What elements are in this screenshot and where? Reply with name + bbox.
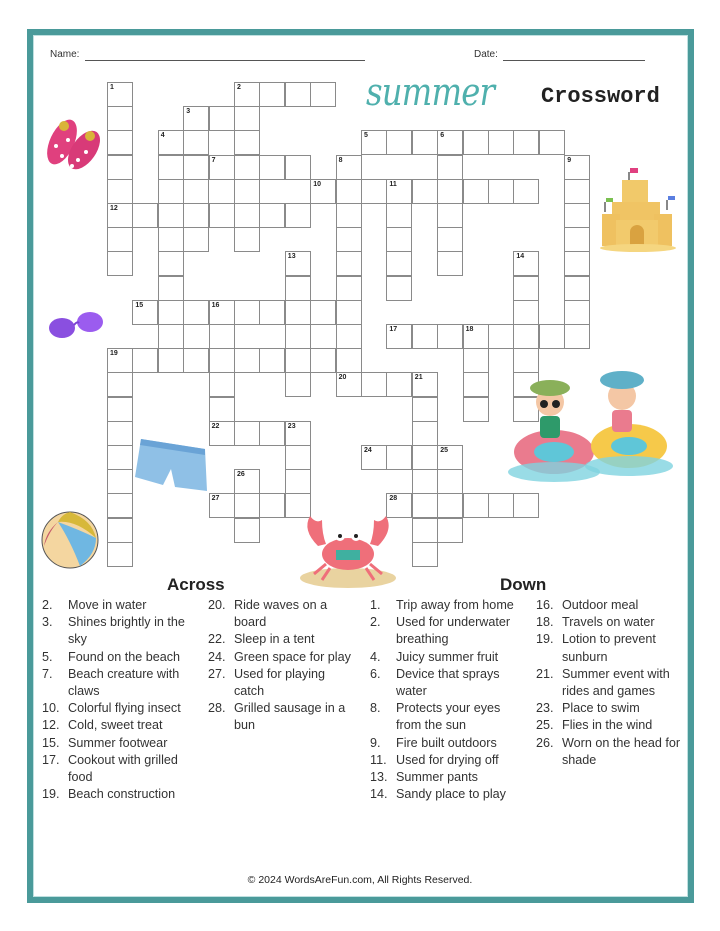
clue-item — [370, 700, 528, 734]
beach-ball-icon — [40, 510, 100, 570]
grid-cell[interactable] — [463, 348, 489, 373]
clue-item — [536, 614, 682, 631]
clue-number: 3. — [42, 615, 53, 630]
clue-number: 24 — [364, 447, 372, 454]
grid-cell[interactable] — [183, 130, 209, 155]
date-field[interactable] — [503, 60, 645, 61]
grid-cell[interactable] — [209, 300, 235, 325]
grid-cell[interactable] — [513, 276, 539, 301]
grid-cell[interactable] — [386, 203, 412, 228]
grid-cell[interactable] — [107, 155, 133, 180]
grid-cell[interactable] — [564, 276, 590, 301]
clue-item — [370, 649, 528, 666]
grid-cell[interactable] — [361, 130, 387, 155]
clue-number: 11 — [389, 180, 397, 188]
clue-number: 9 — [567, 156, 572, 164]
grid-cell[interactable] — [336, 276, 362, 301]
clue-number: 23. — [536, 701, 554, 716]
clue-number: 13 — [287, 253, 296, 261]
grid-cell[interactable] — [259, 348, 285, 373]
clue-text: Protects your eyes from the sun — [396, 701, 501, 733]
clue-item — [370, 769, 528, 786]
clue-number: 22 — [211, 422, 220, 430]
grid-cell[interactable] — [158, 179, 184, 204]
grid-cell[interactable] — [386, 324, 412, 349]
grid-cell[interactable] — [107, 372, 133, 397]
grid-cell[interactable] — [234, 469, 260, 494]
clue-text: Used for drying off — [396, 752, 499, 767]
clue-item — [42, 752, 194, 786]
grid-cell[interactable] — [513, 300, 539, 325]
clue-number: 4 — [160, 132, 165, 140]
clue-text: Juicy summer fruit — [396, 649, 499, 664]
grid-cell[interactable] — [158, 155, 184, 180]
clue-text: Cold, sweet treat — [68, 718, 163, 733]
grid-cell[interactable] — [234, 155, 260, 180]
grid-cell[interactable] — [513, 251, 539, 276]
grid-cell[interactable] — [463, 324, 489, 349]
grid-cell[interactable] — [107, 445, 133, 470]
copyright-footer: © 2024 WordsAreFun.com, All Rights Reserved. — [247, 874, 473, 886]
grid-cell[interactable] — [158, 227, 184, 252]
grid-cell[interactable] — [412, 130, 438, 155]
down-clues-col-2 — [536, 597, 682, 769]
grid-cell[interactable] — [285, 324, 311, 349]
clue-text: Move in water — [68, 598, 147, 612]
clue-number: 15. — [42, 735, 60, 750]
date-label: Date: — [474, 49, 498, 60]
grid-cell[interactable] — [107, 227, 133, 252]
clue-number: 2. — [370, 615, 381, 630]
grid-cell[interactable] — [513, 179, 539, 204]
clue-number: 11. — [370, 752, 387, 767]
clue-item — [42, 717, 194, 734]
grid-cell[interactable] — [259, 421, 285, 446]
grid-cell[interactable] — [412, 469, 438, 494]
clue-item — [536, 717, 682, 734]
grid-cell[interactable] — [437, 324, 463, 349]
clue-number: 8. — [370, 701, 381, 716]
clue-text: Lotion to prevent sunburn — [562, 632, 656, 664]
grid-cell[interactable] — [259, 300, 285, 325]
grid-cell[interactable] — [285, 348, 311, 373]
clue-item — [208, 649, 358, 666]
grid-cell[interactable] — [107, 130, 133, 155]
grid-cell[interactable] — [412, 372, 438, 397]
grid-cell[interactable] — [259, 493, 285, 518]
grid-cell[interactable] — [183, 300, 209, 325]
clue-number: 18. — [536, 615, 554, 630]
grid-cell[interactable] — [437, 179, 463, 204]
grid-cell[interactable] — [463, 130, 489, 155]
grid-cell[interactable] — [412, 518, 438, 543]
clue-item — [370, 786, 528, 803]
clue-text: Green space for play — [234, 649, 351, 664]
grid-cell[interactable] — [107, 106, 133, 131]
grid-cell[interactable] — [285, 469, 311, 494]
clue-text: Ride waves on a board — [234, 598, 328, 630]
clue-number: 8 — [338, 156, 343, 164]
clue-number: 6 — [440, 132, 445, 140]
clue-item — [42, 735, 194, 752]
grid-cell[interactable] — [564, 300, 590, 325]
grid-cell[interactable] — [259, 203, 285, 228]
grid-cell[interactable] — [209, 106, 235, 131]
clue-item — [208, 597, 358, 631]
grid-cell[interactable] — [158, 300, 184, 325]
grid-cell[interactable] — [285, 445, 311, 470]
grid-cell[interactable] — [285, 82, 311, 107]
grid-cell[interactable] — [209, 397, 235, 422]
kids-on-floats-icon — [504, 360, 676, 492]
grid-cell[interactable] — [209, 348, 235, 373]
clue-item — [536, 735, 682, 769]
grid-cell[interactable] — [285, 372, 311, 397]
grid-cell[interactable] — [437, 227, 463, 252]
clue-item — [536, 700, 682, 717]
clue-text: Fire built outdoors — [396, 735, 497, 750]
clue-number: 20. — [208, 598, 226, 612]
name-field[interactable] — [85, 60, 365, 61]
grid-cell[interactable] — [437, 251, 463, 276]
clue-number: 7 — [211, 156, 216, 164]
grid-cell[interactable] — [285, 203, 311, 228]
grid-cell[interactable] — [564, 203, 590, 228]
clue-number: 24. — [208, 649, 226, 664]
grid-cell[interactable] — [564, 155, 590, 180]
grid-cell[interactable] — [437, 493, 463, 518]
grid-cell[interactable] — [564, 251, 590, 276]
grid-cell[interactable] — [209, 372, 235, 397]
grid-cell[interactable] — [234, 348, 260, 373]
clue-text: Place to swim — [562, 701, 640, 716]
clue-text: Cookout with grilled food — [68, 752, 178, 785]
grid-cell[interactable] — [285, 300, 311, 325]
grid-cell[interactable] — [107, 82, 133, 107]
clue-number: 4. — [370, 649, 381, 664]
grid-cell[interactable] — [336, 179, 362, 204]
grid-cell[interactable] — [386, 179, 412, 204]
grid-cell[interactable] — [412, 493, 438, 518]
grid-cell[interactable] — [234, 106, 260, 131]
clue-number: 23 — [287, 422, 296, 430]
grid-cell[interactable] — [107, 203, 133, 228]
clue-number: 14. — [370, 787, 388, 802]
clue-item — [536, 666, 682, 700]
clue-item — [536, 597, 682, 614]
clue-text: Trip away from home — [396, 598, 514, 612]
clue-number: 20 — [338, 374, 347, 382]
clue-number: 17 — [389, 326, 398, 333]
clue-number: 1. — [370, 598, 381, 612]
grid-cell[interactable] — [539, 130, 565, 155]
grid-cell[interactable] — [158, 324, 184, 349]
grid-cell[interactable] — [386, 251, 412, 276]
clue-number: 7. — [42, 666, 53, 681]
grid-cell[interactable] — [412, 421, 438, 446]
clue-item — [42, 649, 194, 666]
grid-cell[interactable] — [336, 324, 362, 349]
grid-cell[interactable] — [158, 276, 184, 301]
grid-cell[interactable] — [437, 518, 463, 543]
grid-cell[interactable] — [285, 251, 311, 276]
grid-cell[interactable] — [183, 227, 209, 252]
grid-cell[interactable] — [183, 179, 209, 204]
grid-cell[interactable] — [564, 179, 590, 204]
clue-text: Grilled sausage in a bun — [234, 701, 346, 733]
grid-cell[interactable] — [488, 179, 514, 204]
grid-cell[interactable] — [336, 372, 362, 397]
clue-number: 18 — [465, 326, 474, 333]
grid-cell[interactable] — [539, 324, 565, 349]
clue-number: 1 — [110, 84, 114, 91]
grid-cell[interactable] — [463, 493, 489, 518]
grid-cell[interactable] — [412, 324, 438, 349]
grid-cell[interactable] — [183, 348, 209, 373]
across-clues-col-1 — [42, 597, 194, 803]
grid-cell[interactable] — [234, 421, 260, 446]
grid-cell[interactable] — [513, 324, 539, 349]
clue-number: 5. — [42, 649, 53, 664]
grid-cell[interactable] — [259, 155, 285, 180]
clue-number: 5 — [364, 132, 368, 140]
grid-cell[interactable] — [183, 203, 209, 228]
grid-cell[interactable] — [158, 203, 184, 228]
grid-cell[interactable] — [285, 421, 311, 446]
grid-cell[interactable] — [132, 300, 158, 325]
grid-cell[interactable] — [310, 82, 336, 107]
grid-cell[interactable] — [209, 155, 235, 180]
grid-cell[interactable] — [412, 397, 438, 422]
title-summer: summer — [366, 70, 495, 114]
grid-cell[interactable] — [158, 251, 184, 276]
grid-cell[interactable] — [437, 203, 463, 228]
clue-number: 17. — [42, 752, 60, 767]
grid-cell[interactable] — [463, 372, 489, 397]
grid-cell[interactable] — [234, 300, 260, 325]
clue-text: Shines brightly in the sky — [68, 615, 185, 647]
clue-number: 19 — [110, 350, 118, 358]
clue-item — [370, 614, 528, 648]
clue-text: Summer pants — [396, 770, 478, 785]
clue-number: 10. — [42, 701, 60, 716]
clue-number: 19. — [536, 632, 554, 647]
grid-cell[interactable] — [361, 372, 387, 397]
clue-number: 22. — [208, 632, 226, 647]
grid-cell[interactable] — [310, 179, 336, 204]
grid-cell[interactable] — [107, 469, 133, 494]
down-clues-col-1 — [370, 597, 528, 803]
grid-cell[interactable] — [209, 421, 235, 446]
clue-text: Used for playing catch — [234, 666, 326, 699]
grid-cell[interactable] — [412, 445, 438, 470]
clue-text: Sandy place to play — [396, 787, 506, 802]
clue-text: Found on the beach — [68, 649, 181, 664]
grid-cell[interactable] — [234, 130, 260, 155]
clue-text: Beach construction — [68, 787, 176, 802]
grid-cell[interactable] — [488, 130, 514, 155]
clue-number: 28. — [208, 701, 226, 716]
clue-number: 25 — [440, 447, 448, 454]
grid-cell[interactable] — [183, 155, 209, 180]
clue-item — [42, 666, 194, 700]
clue-text: Summer event with rides and games — [562, 666, 670, 699]
grid-cell[interactable] — [209, 324, 235, 349]
grid-cell[interactable] — [107, 518, 133, 543]
clue-text: Device that sprays water — [396, 666, 500, 699]
clue-item — [42, 597, 194, 614]
clue-number: 16 — [211, 301, 220, 309]
grid-cell[interactable] — [488, 324, 514, 349]
grid-cell[interactable] — [107, 493, 133, 518]
grid-cell[interactable] — [336, 348, 362, 373]
flip-flops-icon — [42, 112, 104, 176]
grid-cell[interactable] — [437, 445, 463, 470]
name-label: Name: — [50, 49, 80, 60]
clue-item — [208, 700, 358, 734]
grid-cell[interactable] — [463, 179, 489, 204]
clue-number: 14 — [516, 253, 525, 261]
grid-cell[interactable] — [564, 324, 590, 349]
grid-cell[interactable] — [285, 276, 311, 301]
clue-number: 19. — [42, 787, 60, 802]
grid-cell[interactable] — [107, 421, 133, 446]
grid-cell[interactable] — [234, 203, 260, 228]
across-heading: Across — [167, 575, 225, 594]
grid-cell[interactable] — [386, 130, 412, 155]
grid-cell[interactable] — [209, 493, 235, 518]
grid-cell[interactable] — [183, 106, 209, 131]
grid-cell[interactable] — [412, 542, 438, 567]
grid-cell[interactable] — [234, 518, 260, 543]
clue-text: Flies in the wind — [562, 718, 653, 733]
grid-cell[interactable] — [107, 397, 133, 422]
grid-cell[interactable] — [234, 82, 260, 107]
grid-cell[interactable] — [336, 227, 362, 252]
grid-cell[interactable] — [107, 348, 133, 373]
clue-number: 12 — [110, 205, 118, 212]
grid-cell[interactable] — [234, 179, 260, 204]
clue-item — [208, 631, 358, 648]
grid-cell[interactable] — [437, 469, 463, 494]
grid-cell[interactable] — [259, 82, 285, 107]
grid-cell[interactable] — [132, 348, 158, 373]
clue-item — [208, 666, 358, 700]
clue-number: 2 — [237, 84, 241, 91]
clue-number: 21. — [536, 666, 554, 681]
grid-cell[interactable] — [158, 348, 184, 373]
clue-text: Used for underwater breathing — [396, 615, 511, 647]
clue-number: 13. — [370, 770, 388, 785]
clue-item — [42, 700, 194, 717]
grid-cell[interactable] — [437, 155, 463, 180]
grid-cell[interactable] — [310, 348, 336, 373]
grid-cell[interactable] — [513, 130, 539, 155]
grid-cell[interactable] — [107, 542, 133, 567]
grid-cell[interactable] — [437, 130, 463, 155]
clue-item — [42, 614, 194, 648]
denim-shorts-icon — [135, 435, 210, 495]
grid-cell[interactable] — [386, 372, 412, 397]
clue-number: 16. — [536, 598, 554, 612]
crab-icon — [292, 510, 404, 590]
sunglasses-icon — [46, 308, 106, 342]
clue-number: 27. — [208, 666, 226, 681]
grid-cell[interactable] — [386, 276, 412, 301]
clue-number: 28 — [389, 495, 398, 503]
grid-cell[interactable] — [107, 251, 133, 276]
clue-number: 9. — [370, 735, 381, 750]
clue-number: 26. — [536, 735, 554, 750]
grid-cell[interactable] — [107, 179, 133, 204]
grid-cell[interactable] — [285, 155, 311, 180]
grid-cell[interactable] — [234, 227, 260, 252]
clue-text: Summer footwear — [68, 735, 168, 750]
clue-item — [370, 666, 528, 700]
clue-number: 26 — [237, 471, 245, 479]
clue-item — [370, 597, 528, 614]
grid-cell[interactable] — [209, 203, 235, 228]
grid-cell[interactable] — [361, 179, 387, 204]
grid-cell[interactable] — [513, 493, 539, 518]
clue-text: Travels on water — [562, 615, 655, 630]
title-crossword: Crossword — [541, 84, 660, 109]
clue-item — [370, 752, 528, 769]
clue-item — [42, 786, 194, 803]
grid-cell[interactable] — [412, 179, 438, 204]
grid-cell[interactable] — [132, 203, 158, 228]
grid-cell[interactable] — [310, 300, 336, 325]
clue-number: 27 — [211, 495, 220, 503]
grid-cell[interactable] — [336, 251, 362, 276]
clue-item — [536, 631, 682, 665]
across-clues-col-2 — [208, 597, 358, 735]
clue-item — [370, 735, 528, 752]
grid-cell[interactable] — [336, 203, 362, 228]
clue-number: 3 — [186, 108, 191, 116]
clue-text: Outdoor meal — [562, 598, 639, 612]
grid-cell[interactable] — [386, 445, 412, 470]
sandcastle-icon — [598, 158, 678, 252]
grid-cell[interactable] — [386, 227, 412, 252]
clue-number: 25. — [536, 718, 554, 733]
down-heading: Down — [500, 575, 547, 594]
grid-cell[interactable] — [336, 155, 362, 180]
grid-cell[interactable] — [361, 445, 387, 470]
clue-text: Sleep in a tent — [234, 632, 315, 647]
clue-text: Worn on the head for shade — [562, 735, 681, 767]
clue-number: 15 — [135, 301, 144, 309]
clue-number: 6. — [370, 666, 381, 681]
grid-cell[interactable] — [488, 493, 514, 518]
clue-number: 2. — [42, 598, 53, 612]
clue-text: Colorful flying insect — [68, 701, 181, 716]
grid-cell[interactable] — [564, 227, 590, 252]
grid-cell[interactable] — [234, 493, 260, 518]
grid-cell[interactable] — [336, 300, 362, 325]
clue-text: Beach creature with claws — [68, 666, 180, 699]
grid-cell[interactable] — [158, 130, 184, 155]
clue-number: 10 — [313, 180, 321, 188]
clue-number: 21 — [414, 374, 423, 382]
clue-number: 12. — [42, 718, 60, 733]
grid-cell[interactable] — [463, 397, 489, 422]
